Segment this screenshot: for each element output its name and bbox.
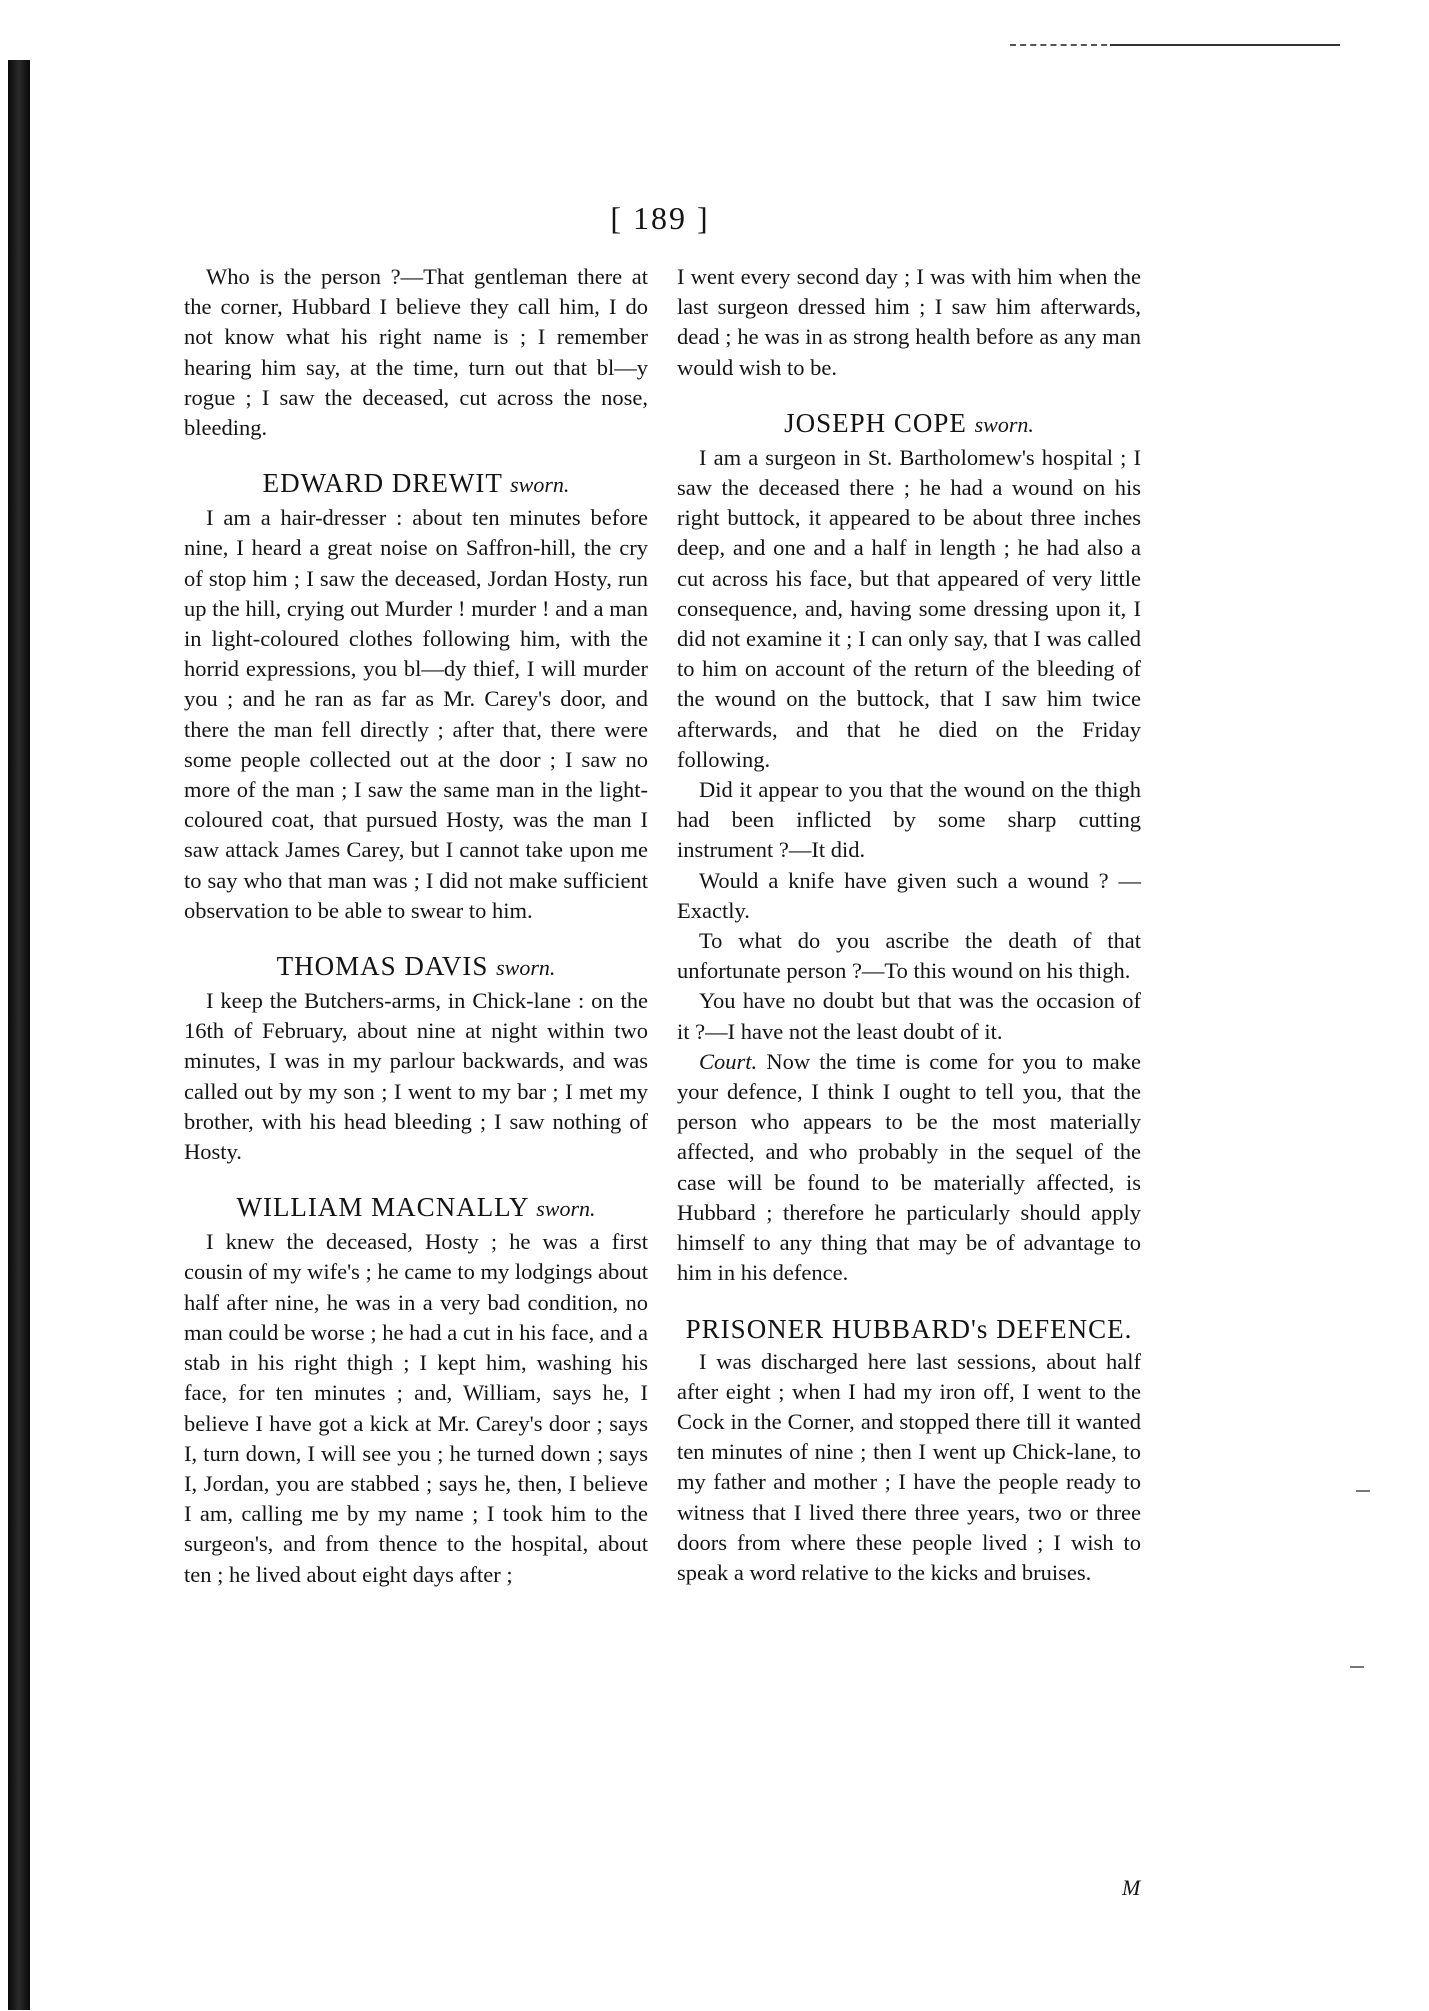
sworn-label: sworn. [510, 472, 570, 498]
sworn-label: sworn. [974, 411, 1034, 437]
defence-title: PRISONER HUBBARD's DEFENCE. [685, 1313, 1133, 1344]
right-column [677, 262, 1141, 1588]
catchword: M [1122, 1875, 1141, 1900]
testimony-paragraph: I am a surgeon in St. Bartholomew's hospital ; I saw the deceased there ; he had a wound on his right buttock, it appeared to be about three inches deep, and one and a half in length ; he had also a cut across his face, but that appeared of very little consequence, and, having some dressing upon it, I did not examine it ; I can only say, that I was called to him on account of the return of the bleeding of the wound on the buttock, that I saw him twice afterwards, and that he died on the Friday following. [677, 444, 1141, 772]
question-answer: You have no doubt but that was the occasion of it ?—I have not the least doubt of it. [677, 988, 1141, 1044]
court-text: Now the time is come for you to make your defence, I think I ought to tell you, that the person who appears to be the most materially affected, and who probably in the sequel of the case will be found to be materially affected, is Hubbard ; therefore he particularly should apply himself to any thing that may be of advantage to him in his defence. [677, 1048, 1141, 1286]
witness-name: WILLIAM MACNALLY [236, 1192, 529, 1223]
testimony-paragraph: I am a hair-dresser : about ten minutes before nine, I heard a great noise on Saffron-hill, the cry of stop him ; I saw the deceased, Jordan Hosty, run up the hill, crying out Murder ! murder ! and a man in light-coloured clothes following him, with the horrid expressions, you bl—dy thief, I will murder you ; and he ran as far as Mr. Carey's door, and there the man fell directly ; after that, there were some people collected out at the door ; I saw no more of the man ; I saw the same man in the light-coloured coat, that pursued Hosty, was the man I saw attack James Carey, but I cannot take upon me to say who that man was ; I did not make sufficient observation to be able to swear to him. [184, 505, 648, 923]
testimony-paragraph: I keep the Butchers-arms, in Chick-lane : on the 16th of February, about nine at night within two minutes, I was in my parlour backwards, and was called out by my son ; I went to my bar ; I met my brother, with his head bleeding ; I saw nothing of Hosty. [184, 988, 648, 1165]
witness-name: JOSEPH COPE [784, 407, 967, 438]
witness-heading [184, 950, 648, 984]
defence-heading [677, 1313, 1141, 1345]
testimony-paragraph: I knew the deceased, Hosty ; he was a first cousin of my wife's ; he came to my lodgings about half after nine, he was in a very bad condition, no man could be worse ; he had a cut in his face, and a stab in his right thigh ; I kept him, washing his face, for ten minutes ; and, William, says he, I believe I have got a kick at Mr. Carey's door ; says I, turn down, I will see you ; he turned down ; says I, Jordan, you are stabbed ; says he, then, I believe I am, calling me by my name ; I took him to the surgeon's, and from thence to the hospital, about ten ; he lived about eight days after ; [184, 1229, 648, 1587]
page-number: [ 189 ] [610, 200, 710, 236]
witness-heading [184, 1191, 648, 1225]
testimony-paragraph: I was discharged here last sessions, about half after eight ; when I had my iron off, I went to the Cock in the Corner, and stopped there till it wanted ten minutes of nine ; then I went up Chick-lane, to my father and mother ; I have the people ready to witness that I lived there three years, two or three doors from where these people lived ; I wish to speak a word relative to the kicks and bruises. [677, 1348, 1141, 1585]
question-answer: To what do you ascribe the death of that unfortunate person ?—To this wound on his thigh. [677, 928, 1141, 984]
question-answer: Would a knife have given such a wound ? —Exactly. [677, 867, 1141, 923]
question-answer: Did it appear to you that the wound on the thigh had been inflicted by some sharp cutting instrument ?—It did. [677, 777, 1141, 863]
book-binding-edge [8, 60, 30, 2010]
testimony-paragraph: I went every second day ; I was with him when the last surgeon dressed him ; I saw him afterwards, dead ; he was in as strong health before as any man would wish to be. [677, 264, 1141, 380]
witness-name: EDWARD DREWIT [262, 468, 503, 499]
top-rule-solid [1110, 44, 1340, 46]
sworn-label: sworn. [496, 955, 556, 981]
sworn-label: sworn. [536, 1196, 596, 1222]
left-column [184, 262, 648, 1590]
witness-heading [677, 407, 1141, 441]
testimony-paragraph: Who is the person ?—That gentleman there at the corner, Hubbard I believe they call him, I do not know what his right name is ; I remember hearing him say, at the time, turn out that bl—y rogue ; I saw the deceased, cut across the nose, bleeding. [184, 264, 648, 441]
court-statement [677, 1047, 1141, 1289]
witness-heading [184, 467, 648, 501]
speaker-label: Court. [699, 1048, 758, 1074]
margin-mark [1350, 1666, 1364, 1668]
margin-mark [1356, 1490, 1370, 1492]
witness-name: THOMAS DAVIS [276, 951, 489, 982]
